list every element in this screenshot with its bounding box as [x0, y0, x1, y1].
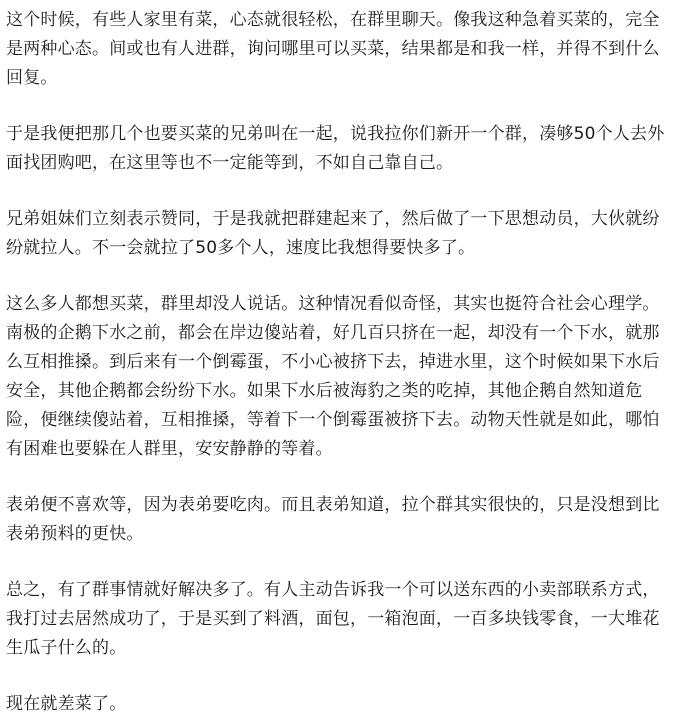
text-line: 回复。	[6, 68, 58, 88]
text-line: 于是我便把那几个也要买菜的兄弟叫在一起，说我拉你们新开一个群，凑够50个人去外	[6, 124, 665, 144]
text-line: 表弟预料的更快。	[6, 524, 144, 544]
text-line: 有困难也要躲在人群里，安安静静的等着。	[6, 439, 333, 459]
paragraph-1	[6, 6, 660, 93]
paragraph-6	[6, 576, 660, 663]
paragraph-4	[6, 290, 660, 464]
text-line: 现在就差菜了。	[6, 694, 127, 714]
text-line: 生瓜子什么的。	[6, 638, 127, 658]
text-line: 纷就拉人。不一会就拉了50多个人，速度比我想得要快多了。	[6, 238, 476, 258]
text-line: 险，便继续傻站着，互相推搡，等着下一个倒霉蛋被挤下去。动物天性就是如此，哪怕	[6, 410, 660, 430]
text-line: 面找团购吧，在这里等也不一定能等到，不如自己靠自己。	[6, 153, 454, 173]
text-line: 是两种心态。间或也有人进群，询问哪里可以买菜，结果都是和我一样，并得不到什么	[6, 39, 660, 59]
text-line: 这么多人都想买菜，群里却没人说话。这种情况看似奇怪，其实也挺符合社会心理学。	[6, 294, 660, 314]
text-line: 这个时候，有些人家里有菜，心态就很轻松，在群里聊天。像我这种急着买菜的，完全	[6, 10, 660, 30]
text-line: 兄弟姐妹们立刻表示赞同，于是我就把群建起来了，然后做了一下思想动员，大伙就纷	[6, 209, 660, 229]
paragraph-2	[6, 120, 665, 178]
text-line: 表弟便不喜欢等，因为表弟要吃肉。而且表弟知道，拉个群其实很快的，只是没想到比	[6, 495, 660, 515]
text-line: 南极的企鹅下水之前，都会在岸边傻站着，好几百只挤在一起，却没有一个下水，就那	[6, 323, 660, 343]
text-line: 总之，有了群事情就好解决多了。有人主动告诉我一个可以送东西的小卖部联系方式，	[6, 580, 660, 600]
paragraph-3	[6, 205, 660, 263]
text-line: 么互相推搡。到后来有一个倒霉蛋，不小心被挤下去，掉进水里，这个时候如果下水后	[6, 352, 660, 372]
text-line: 我打过去居然成功了，于是买到了料酒，面包，一箱泡面，一百多块钱零食，一大堆花	[6, 609, 660, 629]
text-line: 安全，其他企鹅都会纷纷下水。如果下水后被海豹之类的吃掉，其他企鹅自然知道危	[6, 381, 643, 401]
paragraph-5	[6, 491, 660, 549]
paragraph-7	[6, 690, 656, 719]
